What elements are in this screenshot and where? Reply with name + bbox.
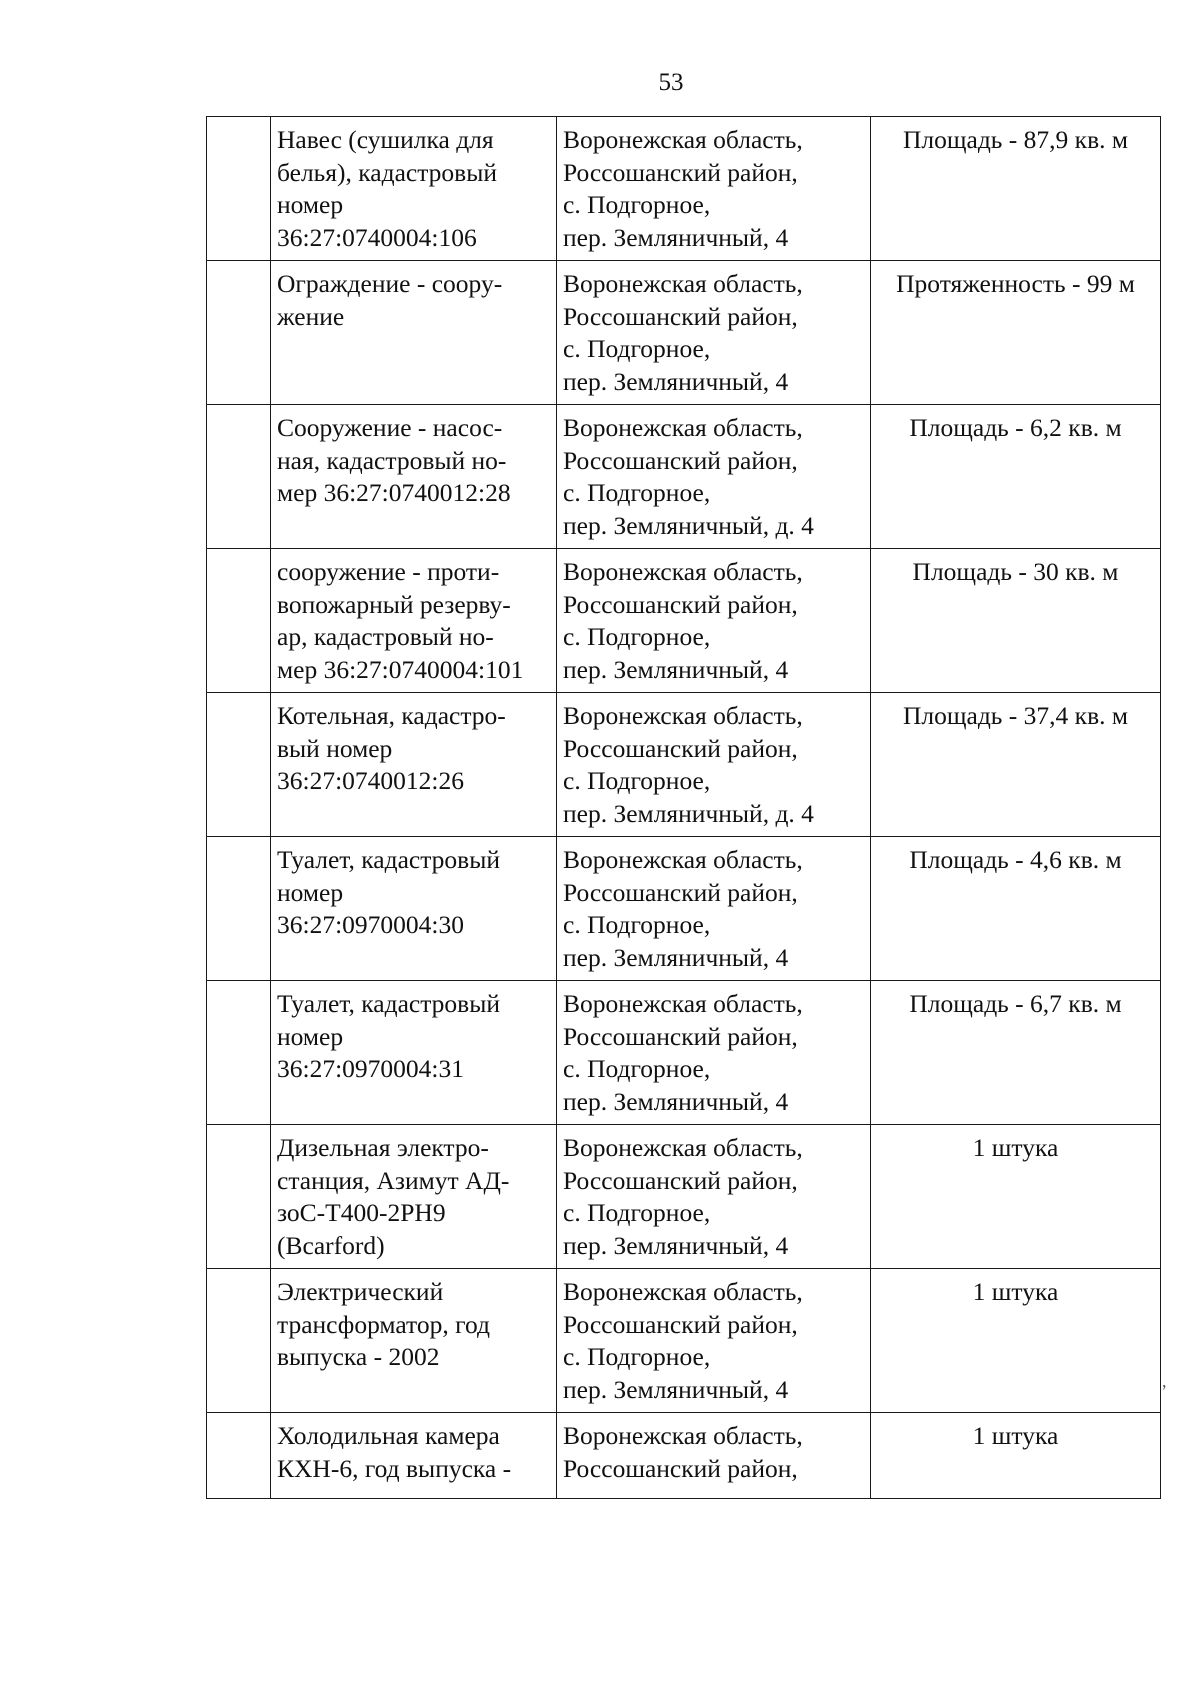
row-number-cell <box>207 549 271 693</box>
row-number-cell <box>207 981 271 1125</box>
object-name: Котельная, кадастро- вый номер 36:27:0740012:26 <box>277 701 506 795</box>
row-number-cell <box>207 117 271 261</box>
scan-speck: , <box>1162 1371 1167 1391</box>
address-cell <box>557 1125 871 1269</box>
object-name: Туалет, кадастровый номер 36:27:0970004:30 <box>277 845 500 939</box>
property-table <box>206 116 1161 1499</box>
address-cell <box>557 549 871 693</box>
table-row <box>207 837 1161 981</box>
object-measure: Площадь - 37,4 кв. м <box>902 701 1128 730</box>
object-name: Холодильная камера КХН-6, год выпуска - <box>277 1421 512 1483</box>
address-cell <box>557 117 871 261</box>
object-address: Воронежская область, Россошанский район, с. Подгорное, пер. Земляничный, д. 4 <box>563 413 814 540</box>
object-measure: Площадь - 87,9 кв. м <box>902 125 1128 154</box>
object-address: Воронежская область, Россошанский район, с. Подгорное, пер. Земляничный, д. 4 <box>563 701 814 828</box>
page-number: 53 <box>658 69 684 96</box>
address-cell <box>557 1269 871 1413</box>
object-address: Воронежская область, Россошанский район, с. Подгорное, пер. Земляничный, 4 <box>563 845 803 972</box>
address-cell <box>557 1413 871 1499</box>
object-measure: 1 штука <box>972 1133 1059 1162</box>
object-measure: Площадь - 6,2 кв. м <box>909 413 1122 442</box>
object-measure: Площадь - 4,6 кв. м <box>909 845 1122 874</box>
measure-cell <box>871 1125 1161 1269</box>
row-number-cell <box>207 1413 271 1499</box>
object-name: Ограждение - соору- жение <box>277 269 503 331</box>
table-row <box>207 1269 1161 1413</box>
measure-cell <box>871 1269 1161 1413</box>
table-row <box>207 405 1161 549</box>
row-number-cell <box>207 261 271 405</box>
measure-cell <box>871 1413 1161 1499</box>
row-number-cell <box>207 1269 271 1413</box>
object-name-cell <box>271 549 557 693</box>
measure-cell <box>871 693 1161 837</box>
measure-cell <box>871 261 1161 405</box>
object-name-cell <box>271 981 557 1125</box>
object-measure: 1 штука <box>972 1421 1059 1450</box>
address-cell <box>557 693 871 837</box>
table-row <box>207 261 1161 405</box>
table-row <box>207 693 1161 837</box>
row-number-cell <box>207 1125 271 1269</box>
object-address: Воронежская область, Россошанский район, с. Подгорное, пер. Земляничный, 4 <box>563 989 803 1116</box>
measure-cell <box>871 549 1161 693</box>
object-name-cell <box>271 117 557 261</box>
object-name: Туалет, кадастровый номер 36:27:0970004:31 <box>277 989 500 1083</box>
object-address: Воронежская область, Россошанский район, с. Подгорное, пер. Земляничный, 4 <box>563 557 803 684</box>
table-row <box>207 117 1161 261</box>
address-cell <box>557 261 871 405</box>
object-name-cell <box>271 693 557 837</box>
table-row <box>207 1125 1161 1269</box>
address-cell <box>557 981 871 1125</box>
object-measure: Площадь - 30 кв. м <box>912 557 1119 586</box>
measure-cell <box>871 837 1161 981</box>
object-measure: Протяженность - 99 м <box>896 269 1135 298</box>
row-number-cell <box>207 693 271 837</box>
table-row <box>207 549 1161 693</box>
address-cell <box>557 405 871 549</box>
object-measure: Площадь - 6,7 кв. м <box>909 989 1122 1018</box>
row-number-cell <box>207 405 271 549</box>
object-address: Воронежская область, Россошанский район, с. Подгорное, пер. Земляничный, 4 <box>563 1277 803 1404</box>
object-name-cell <box>271 1413 557 1499</box>
object-address: Воронежская область, Россошанский район, с. Подгорное, пер. Земляничный, 4 <box>563 125 803 252</box>
object-name: Сооружение - насос- ная, кадастровый но- мер 36:27:0740012:28 <box>277 413 511 507</box>
object-name: Дизельная электро- станция, Азимут АД- зоС-Т400-2РН9 (Bcarford) <box>277 1133 510 1260</box>
object-measure: 1 штука <box>972 1277 1059 1306</box>
object-address: Воронежская область, Россошанский район, с. Подгорное, пер. Земляничный, 4 <box>563 269 803 396</box>
object-name-cell <box>271 1269 557 1413</box>
measure-cell <box>871 117 1161 261</box>
address-cell <box>557 837 871 981</box>
object-address: Воронежская область, Россошанский район, с. Подгорное, пер. Земляничный, 4 <box>563 1133 803 1260</box>
object-name: сооружение - проти- вопожарный резерву- ар, кадастровый но- мер 36:27:0740004:101 <box>277 557 524 684</box>
object-name-cell <box>271 261 557 405</box>
object-name: Электрический трансформатор, год выпуска - 2002 <box>277 1277 490 1371</box>
measure-cell <box>871 405 1161 549</box>
object-address: Воронежская область, Россошанский район, <box>563 1421 803 1483</box>
object-name-cell <box>271 405 557 549</box>
object-name-cell <box>271 837 557 981</box>
table-row <box>207 981 1161 1125</box>
measure-cell <box>871 981 1161 1125</box>
object-name: Навес (сушилка для белья), кадастровый номер 36:27:0740004:106 <box>277 125 497 252</box>
table-row <box>207 1413 1161 1499</box>
row-number-cell <box>207 837 271 981</box>
object-name-cell <box>271 1125 557 1269</box>
